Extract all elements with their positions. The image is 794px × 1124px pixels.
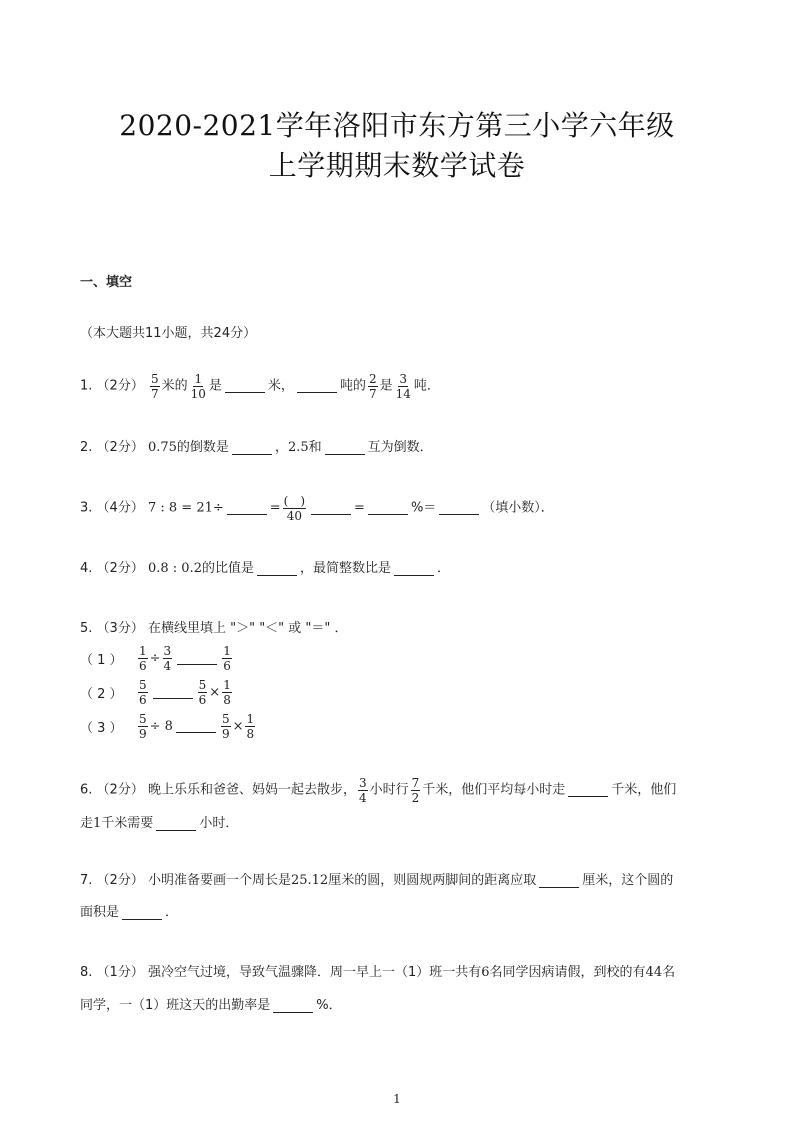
- q8-number: 8.: [80, 965, 93, 980]
- q4-text: ．: [437, 561, 451, 576]
- q6-text: 千米，他们: [611, 782, 677, 798]
- operator: ×: [209, 685, 221, 700]
- q1-text: 是: [208, 378, 222, 394]
- operator: ×: [232, 719, 244, 734]
- q7-text: 小明准备要画一个周长是: [147, 873, 291, 888]
- q6-text: 小时行: [369, 782, 409, 798]
- answer-blank[interactable]: [257, 563, 297, 576]
- question-5: [80, 619, 348, 640]
- exam-title-line2: 上学期期末数学试卷: [268, 149, 526, 182]
- answer-blank[interactable]: [273, 1000, 313, 1013]
- q1-fraction-1: $\frac{5}{7}$: [150, 372, 159, 401]
- q6-text: 晚上乐乐和爸爸、妈妈一起去散步，: [147, 782, 356, 798]
- q5-number: 5.: [80, 621, 93, 636]
- sub-label: （ 3 ）: [80, 721, 123, 736]
- q1-score: （2分）: [96, 378, 144, 394]
- q7-text: 厘米，这个圆的: [582, 873, 674, 888]
- q3-text: （填小数）．: [482, 500, 554, 516]
- q5-text: 在横线里填上 "＞" "＜" 或 "＝" ．: [147, 621, 348, 636]
- q8-text: %．: [316, 998, 342, 1013]
- q3-equals: =: [354, 500, 365, 516]
- q3-fraction: $\frac{( )}{40}$: [283, 494, 306, 523]
- q5-sub-2: （ 2 ） $\frac{5}{6}$ $\frac{5}{6}$ × $\frac{1}{8}$: [80, 678, 231, 707]
- q2-value: 2.5: [287, 440, 309, 455]
- q8-text: 名: [662, 965, 676, 980]
- question-1: [80, 372, 440, 401]
- q6-text: 千米需要: [101, 816, 154, 831]
- question-4: [80, 559, 450, 580]
- q7-text: ．: [165, 905, 179, 920]
- q1-number: 1.: [80, 378, 93, 394]
- q1-text: 是: [379, 378, 393, 394]
- q1-text: 吨．: [413, 378, 440, 394]
- question-6: 6. （2分） 晚上乐乐和爸爸、妈妈一起去散步， $\frac{3}{4}$ 小时行 $\frac{7}{2}$ 千米，他们平均每小时走 千米，他们: [80, 776, 677, 805]
- q8-value: 6: [481, 965, 490, 980]
- answer-blank[interactable]: [153, 686, 193, 699]
- q2-text: 互为倒数．: [367, 440, 433, 455]
- q1-fraction-4: $\frac{3}{14}$: [395, 372, 411, 401]
- q5-score: （3分）: [96, 621, 144, 636]
- answer-blank[interactable]: [156, 818, 196, 831]
- question-3: [80, 494, 554, 523]
- q2-text: 和: [308, 440, 322, 455]
- q4-text: 的比值是: [201, 561, 254, 576]
- question-8-line2: [80, 996, 342, 1017]
- question-7: [80, 871, 673, 892]
- q3-expression: 7 : 8 = 21÷: [147, 500, 224, 516]
- answer-blank[interactable]: [227, 502, 267, 515]
- answer-blank[interactable]: [439, 502, 479, 515]
- q6-score: （2分）: [96, 782, 144, 798]
- q7-text: 厘米的圆，则圆规两脚间的距离应取: [328, 873, 537, 888]
- answer-blank[interactable]: [568, 784, 608, 797]
- q1-text: 米，: [267, 378, 294, 394]
- q7-text: 面积是: [80, 905, 120, 920]
- q7-value: 25.12: [290, 873, 329, 888]
- q5-sub-3: （ 3 ） $\frac{5}{9}$ ÷ 8 $\frac{5}{9}$ × $\frac{1}{8}$: [80, 712, 255, 741]
- answer-blank[interactable]: [232, 442, 272, 455]
- answer-blank[interactable]: [368, 502, 408, 515]
- page-number: 1: [393, 1092, 401, 1106]
- question-7-line2: [80, 903, 178, 924]
- q2-text: ，: [274, 440, 288, 455]
- q4-score: （2分）: [96, 561, 144, 576]
- answer-blank[interactable]: [394, 563, 434, 576]
- q6-text: 千米，他们平均每小时走: [422, 782, 566, 798]
- q6-number: 6.: [80, 782, 93, 798]
- q3-score: （4分）: [96, 500, 144, 516]
- q7-number: 7.: [80, 873, 93, 888]
- q4-number: 4.: [80, 561, 93, 576]
- operator: ÷: [149, 651, 161, 666]
- section-note: （本大题共11小题，共24分）: [80, 326, 257, 341]
- answer-blank[interactable]: [297, 380, 337, 393]
- q2-text: 的倒数是: [176, 440, 229, 455]
- q3-equals: =: [269, 500, 281, 516]
- q5-sub-1: （ 1 ） $\frac{1}{6}$ ÷ $\frac{3}{4}$ $\frac{1}{6}$: [80, 644, 231, 673]
- answer-blank[interactable]: [122, 907, 162, 920]
- q8-score: （1分）: [96, 965, 144, 980]
- q3-percent: %＝: [410, 500, 437, 516]
- q4-ratio: 0.8 : 0.2: [147, 561, 202, 576]
- question-6-line2: [80, 814, 238, 835]
- sub-label: （ 2 ）: [80, 687, 123, 702]
- q6-text: 小时．: [199, 816, 239, 831]
- answer-blank[interactable]: [176, 720, 216, 733]
- q8-text: 同学，一（1）班这天的出勤率是: [80, 998, 271, 1013]
- answer-blank[interactable]: [225, 380, 265, 393]
- operator: ÷ 8: [149, 719, 173, 734]
- q1-fraction-3: $\frac{2}{7}$: [368, 372, 377, 401]
- q1-text: 米的: [161, 378, 188, 394]
- q8-value: 44: [645, 965, 663, 980]
- answer-blank[interactable]: [311, 502, 351, 515]
- q2-number: 2.: [80, 440, 93, 455]
- q8-text: 名同学因病请假，到校的有: [489, 965, 646, 980]
- q1-text: 吨的: [339, 378, 366, 394]
- exam-title-line1: 2020-2021学年洛阳市东方第三小学六年级: [119, 109, 675, 142]
- question-8: [80, 963, 675, 984]
- q7-score: （2分）: [96, 873, 144, 888]
- q8-text: 强冷空气过境，导致气温骤降．周一早上一（1）班一共有: [147, 965, 482, 980]
- q1-fraction-2: $\frac{1}{10}$: [190, 372, 206, 401]
- q6-value: 1: [93, 816, 102, 831]
- q4-text: ，最简整数比是: [299, 561, 391, 576]
- question-2: [80, 438, 433, 459]
- sub-label: （ 1 ）: [80, 653, 123, 668]
- answer-blank[interactable]: [539, 875, 579, 888]
- q3-number: 3.: [80, 500, 93, 516]
- q6-text: 走: [80, 816, 94, 831]
- q2-value: 0.75: [147, 440, 177, 455]
- answer-blank[interactable]: [325, 442, 365, 455]
- q2-score: （2分）: [96, 440, 144, 455]
- section-heading: 一、填空: [80, 275, 133, 290]
- answer-blank[interactable]: [177, 652, 217, 665]
